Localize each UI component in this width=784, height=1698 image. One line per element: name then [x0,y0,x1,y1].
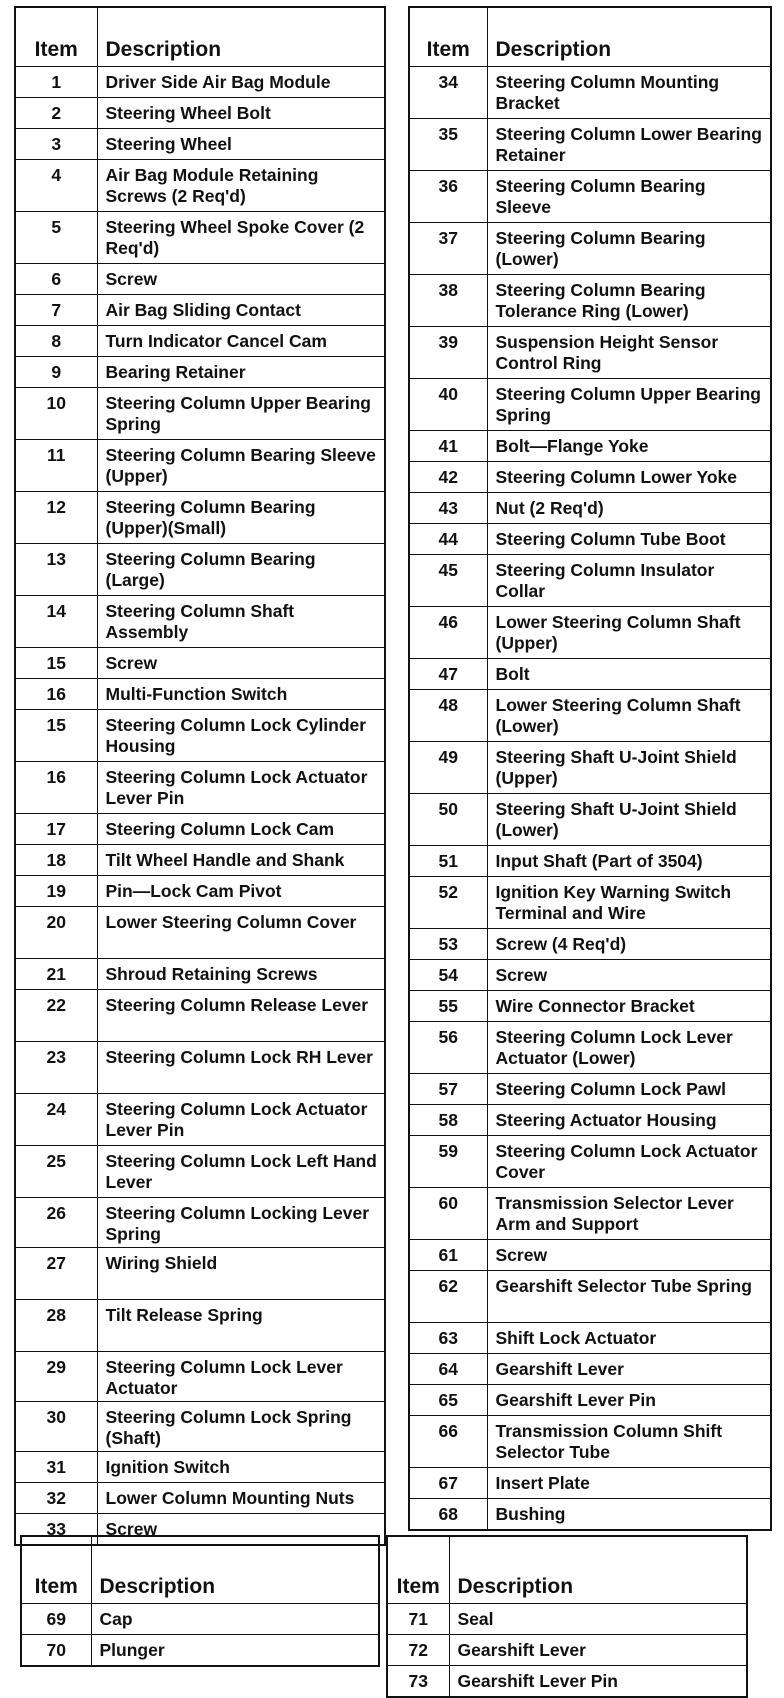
item-description: Steering Column Upper Bearing Spring [97,388,385,440]
table-row [15,959,385,990]
item-description: Lower Column Mounting Nuts [97,1483,385,1514]
item-number: 46 [409,607,487,659]
table-row [15,129,385,160]
parts-table-4 [386,1535,748,1698]
parts-table-1 [14,6,386,1546]
column-header-description: Description [97,7,385,67]
column-header-item: Item [409,7,487,67]
table-row [15,388,385,440]
item-description: Wiring Shield [97,1248,385,1300]
item-number: 33 [15,1514,97,1546]
item-description: Air Bag Sliding Contact [97,295,385,326]
item-number: 56 [409,1022,487,1074]
item-description: Screw [487,960,771,991]
table-row [409,493,771,524]
item-number: 25 [15,1146,97,1198]
item-number: 18 [15,845,97,876]
table-row [409,524,771,555]
parts-table-body [21,1536,379,1666]
item-number: 15 [15,710,97,762]
item-description: Seal [449,1604,747,1635]
item-number: 48 [409,690,487,742]
table-row [387,1635,747,1666]
table-row [409,1354,771,1385]
item-description: Steering Column Bearing Tolerance Ring (Lower) [487,275,771,327]
item-number: 59 [409,1136,487,1188]
item-description: Steering Column Lock Cylinder Housing [97,710,385,762]
table-row [409,1022,771,1074]
item-number: 47 [409,659,487,690]
item-description: Tilt Release Spring [97,1300,385,1352]
table-row [15,596,385,648]
parts-table-2 [408,6,772,1531]
item-description: Steering Column Bearing Sleeve (Upper) [97,440,385,492]
item-description: Steering Column Lock Actuator Cover [487,1136,771,1188]
table-row [15,264,385,295]
table-row [387,1666,747,1698]
item-number: 51 [409,846,487,877]
item-number: 27 [15,1248,97,1300]
table-row [15,1452,385,1483]
table-row [409,223,771,275]
table-row [409,379,771,431]
item-description: Bolt—Flange Yoke [487,431,771,462]
item-description: Steering Column Lock Cam [97,814,385,845]
table-row [15,212,385,264]
item-number: 50 [409,794,487,846]
item-number: 26 [15,1198,97,1248]
item-number: 9 [15,357,97,388]
item-number: 44 [409,524,487,555]
table-row [15,990,385,1042]
table-row [409,607,771,659]
item-number: 53 [409,929,487,960]
item-number: 23 [15,1042,97,1094]
item-description: Transmission Selector Lever Arm and Support [487,1188,771,1240]
item-description: Screw (4 Req'd) [487,929,771,960]
table-row [409,960,771,991]
table-row [409,1385,771,1416]
item-description: Steering Column Bearing (Upper)(Small) [97,492,385,544]
table-row [409,1416,771,1468]
table-row [409,1323,771,1354]
item-number: 35 [409,119,487,171]
item-description: Lower Steering Column Shaft (Upper) [487,607,771,659]
table-row [15,876,385,907]
item-number: 61 [409,1240,487,1271]
table-row [15,1094,385,1146]
item-description: Steering Column Release Lever [97,990,385,1042]
item-description: Steering Column Bearing (Large) [97,544,385,596]
item-description: Suspension Height Sensor Control Ring [487,327,771,379]
table-row [409,67,771,119]
item-description: Shift Lock Actuator [487,1323,771,1354]
item-number: 40 [409,379,487,431]
table-row [15,492,385,544]
item-number: 55 [409,991,487,1022]
table-row [15,679,385,710]
item-number: 4 [15,160,97,212]
table-row [409,690,771,742]
item-description: Gearshift Lever Pin [487,1385,771,1416]
item-number: 6 [15,264,97,295]
item-description: Screw [97,1514,385,1546]
table-row [15,326,385,357]
table-row [409,929,771,960]
item-number: 29 [15,1352,97,1402]
item-number: 22 [15,990,97,1042]
table-row [409,431,771,462]
item-number: 69 [21,1604,91,1635]
table-row [15,1198,385,1248]
item-number: 68 [409,1499,487,1531]
item-description: Turn Indicator Cancel Cam [97,326,385,357]
item-number: 20 [15,907,97,959]
item-number: 19 [15,876,97,907]
table-row [15,160,385,212]
table-row [21,1635,379,1667]
item-number: 12 [15,492,97,544]
table-row [409,1240,771,1271]
item-number: 70 [21,1635,91,1667]
item-description: Pin—Lock Cam Pivot [97,876,385,907]
column-header-item: Item [21,1536,91,1604]
item-number: 2 [15,98,97,129]
item-description: Gearshift Lever Pin [449,1666,747,1698]
table-row [15,440,385,492]
column-header-description: Description [91,1536,379,1604]
item-description: Steering Wheel [97,129,385,160]
table-row [409,1188,771,1240]
item-description: Steering Column Locking Lever Spring [97,1198,385,1248]
item-description: Steering Wheel Bolt [97,98,385,129]
item-number: 65 [409,1385,487,1416]
table-row [15,98,385,129]
item-number: 60 [409,1188,487,1240]
table-row [409,119,771,171]
item-description: Steering Column Upper Bearing Spring [487,379,771,431]
item-description: Bearing Retainer [97,357,385,388]
table-row [409,846,771,877]
item-description: Steering Column Lock Actuator Lever Pin [97,1094,385,1146]
item-description: Steering Column Shaft Assembly [97,596,385,648]
item-description: Multi-Function Switch [97,679,385,710]
item-number: 73 [387,1666,449,1698]
item-number: 34 [409,67,487,119]
table-row [409,275,771,327]
item-description: Steering Column Insulator Collar [487,555,771,607]
table-row [387,1604,747,1635]
item-description: Gearshift Selector Tube Spring [487,1271,771,1323]
item-description: Steering Column Tube Boot [487,524,771,555]
table-row [409,877,771,929]
item-number: 62 [409,1271,487,1323]
table-header-row [409,7,771,67]
item-number: 15 [15,648,97,679]
parts-table-3 [20,1535,380,1667]
item-description: Ignition Switch [97,1452,385,1483]
item-description: Air Bag Module Retaining Screws (2 Req'd) [97,160,385,212]
table-row [409,171,771,223]
item-number: 67 [409,1468,487,1499]
item-number: 28 [15,1300,97,1352]
item-description: Steering Column Lock Lever Actuator [97,1352,385,1402]
item-description: Screw [97,264,385,295]
table-row [15,762,385,814]
item-number: 38 [409,275,487,327]
table-row [15,1352,385,1402]
column-header-description: Description [449,1536,747,1604]
item-number: 39 [409,327,487,379]
item-number: 52 [409,877,487,929]
item-number: 31 [15,1452,97,1483]
table-row [15,1042,385,1094]
item-number: 64 [409,1354,487,1385]
item-description: Transmission Column Shift Selector Tube [487,1416,771,1468]
item-description: Lower Steering Column Cover [97,907,385,959]
item-description: Bushing [487,1499,771,1531]
table-row [409,327,771,379]
parts-table-body [409,7,771,1530]
item-description: Shroud Retaining Screws [97,959,385,990]
item-description: Steering Shaft U-Joint Shield (Upper) [487,742,771,794]
table-row [409,1136,771,1188]
item-description: Cap [91,1604,379,1635]
table-row [15,544,385,596]
table-row [15,648,385,679]
item-number: 30 [15,1402,97,1452]
table-row [15,710,385,762]
item-number: 43 [409,493,487,524]
table-row [15,1146,385,1198]
table-row [15,907,385,959]
item-description: Steering Wheel Spoke Cover (2 Req'd) [97,212,385,264]
item-description: Bolt [487,659,771,690]
column-header-item: Item [15,7,97,67]
item-description: Nut (2 Req'd) [487,493,771,524]
item-number: 7 [15,295,97,326]
item-description: Gearshift Lever [487,1354,771,1385]
table-row [15,295,385,326]
item-description: Steering Column Lock RH Lever [97,1042,385,1094]
table-row [15,845,385,876]
item-description: Plunger [91,1635,379,1667]
item-number: 72 [387,1635,449,1666]
item-number: 42 [409,462,487,493]
table-row [409,794,771,846]
item-number: 45 [409,555,487,607]
column-header-item: Item [387,1536,449,1604]
table-header-row [387,1536,747,1604]
table-row [409,462,771,493]
item-number: 66 [409,1416,487,1468]
table-row [15,67,385,98]
item-number: 1 [15,67,97,98]
item-description: Steering Column Lock Lever Actuator (Lower) [487,1022,771,1074]
item-description: Tilt Wheel Handle and Shank [97,845,385,876]
item-number: 3 [15,129,97,160]
item-number: 24 [15,1094,97,1146]
item-number: 36 [409,171,487,223]
item-description: Screw [97,648,385,679]
item-description: Steering Column Lock Left Hand Lever [97,1146,385,1198]
item-number: 37 [409,223,487,275]
table-row [409,1105,771,1136]
item-number: 17 [15,814,97,845]
item-description: Driver Side Air Bag Module [97,67,385,98]
item-description: Steering Actuator Housing [487,1105,771,1136]
item-number: 8 [15,326,97,357]
table-row [409,1271,771,1323]
item-number: 41 [409,431,487,462]
item-number: 14 [15,596,97,648]
item-description: Steering Column Mounting Bracket [487,67,771,119]
item-number: 58 [409,1105,487,1136]
table-row [409,1468,771,1499]
item-description: Steering Column Bearing Sleeve [487,171,771,223]
item-description: Screw [487,1240,771,1271]
item-description: Steering Column Lower Bearing Retainer [487,119,771,171]
item-description: Steering Shaft U-Joint Shield (Lower) [487,794,771,846]
item-description: Steering Column Lower Yoke [487,462,771,493]
item-description: Steering Column Lock Pawl [487,1074,771,1105]
column-header-description: Description [487,7,771,67]
item-number: 13 [15,544,97,596]
item-description: Steering Column Lock Actuator Lever Pin [97,762,385,814]
item-number: 49 [409,742,487,794]
item-description: Ignition Key Warning Switch Terminal and Wire [487,877,771,929]
item-description: Steering Column Bearing (Lower) [487,223,771,275]
table-row [409,659,771,690]
item-number: 10 [15,388,97,440]
item-number: 32 [15,1483,97,1514]
table-row [21,1604,379,1635]
table-row [409,555,771,607]
table-header-row [15,7,385,67]
item-number: 57 [409,1074,487,1105]
table-row [15,1300,385,1352]
table-row [409,1074,771,1105]
item-number: 16 [15,762,97,814]
item-description: Wire Connector Bracket [487,991,771,1022]
table-row [409,991,771,1022]
item-number: 16 [15,679,97,710]
item-description: Insert Plate [487,1468,771,1499]
table-row [15,1402,385,1452]
item-number: 21 [15,959,97,990]
table-header-row [21,1536,379,1604]
parts-table-body [387,1536,747,1697]
parts-table-body [15,7,385,1545]
item-number: 5 [15,212,97,264]
item-description: Gearshift Lever [449,1635,747,1666]
item-number: 54 [409,960,487,991]
item-description: Input Shaft (Part of 3504) [487,846,771,877]
table-row [15,357,385,388]
table-row [15,1483,385,1514]
table-row [15,1248,385,1300]
item-number: 71 [387,1604,449,1635]
item-description: Lower Steering Column Shaft (Lower) [487,690,771,742]
table-row [15,814,385,845]
item-number: 63 [409,1323,487,1354]
table-row [409,1499,771,1531]
table-row [409,742,771,794]
item-description: Steering Column Lock Spring (Shaft) [97,1402,385,1452]
item-number: 11 [15,440,97,492]
